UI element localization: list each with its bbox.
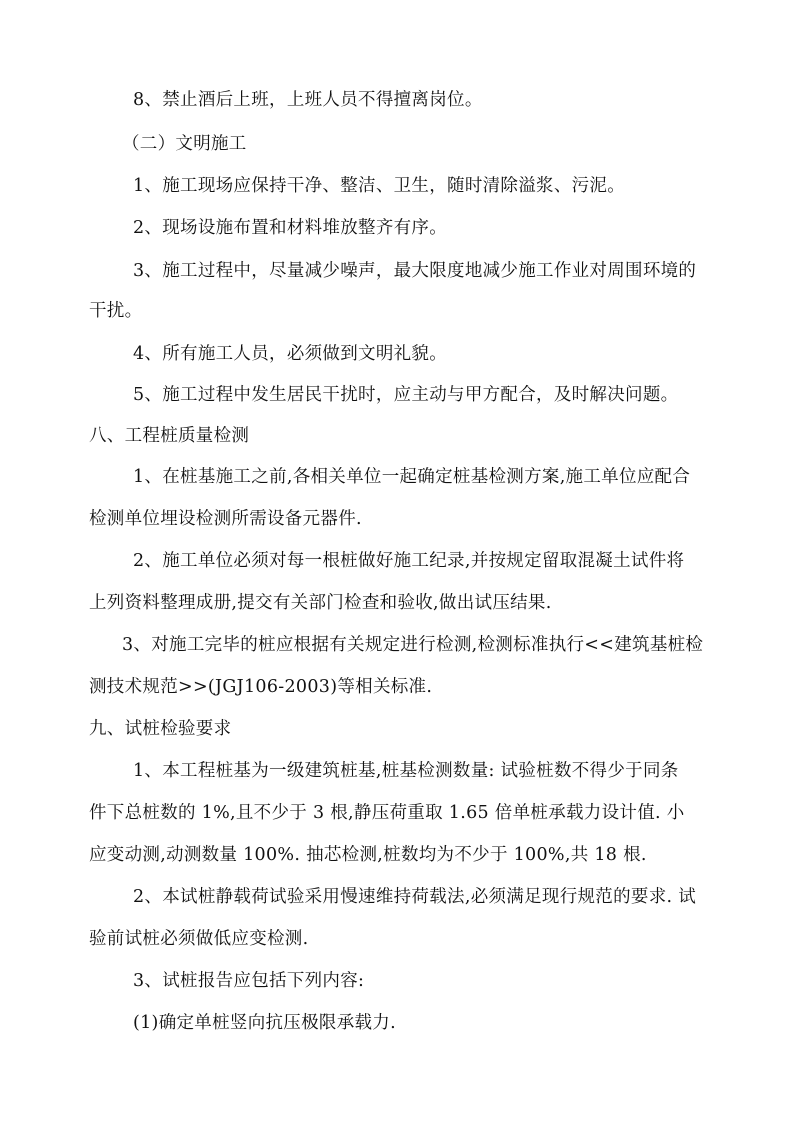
paragraph-civil-3-line-1: 3、施工过程中，尽量减少噪声，最大限度地减少施工作业对周围环境的 bbox=[133, 261, 697, 281]
paragraph-qc-1-line-1: 1、在桩基施工之前,各相关单位一起确定桩基检测方案,施工单位应配合 bbox=[133, 467, 691, 487]
section-heading-test-pile: 九、试桩检验要求 bbox=[89, 719, 232, 739]
paragraph-civil-2: 2、现场设施布置和材料堆放整齐有序。 bbox=[133, 218, 448, 238]
paragraph-test-1-line-2: 件下总桩数的 1%,且不少于 3 根,静压荷重取 1.65 倍单桩承载力设计值. 小 bbox=[89, 803, 685, 823]
section-heading-civilized-construction: （二）文明施工 bbox=[122, 134, 247, 154]
paragraph-test-1-line-3: 应变动测,动测数量 100%. 抽芯检测,桩数均为不少于 100%,共 18 根. bbox=[89, 845, 647, 865]
paragraph-item-8: 8、禁止酒后上班，上班人员不得擅离岗位。 bbox=[133, 90, 483, 110]
paragraph-qc-1-line-2: 检测单位埋设检测所需设备元器件. bbox=[89, 509, 362, 529]
paragraph-civil-3-line-2: 干扰。 bbox=[89, 301, 143, 321]
paragraph-test-1-line-1: 1、本工程桩基为一级建筑桩基,桩基检测数量: 试验桩数不得少于同条 bbox=[133, 761, 679, 781]
paragraph-test-2-line-1: 2、本试桩静载荷试验采用慢速维持荷载法,必须满足现行规范的要求. 试 bbox=[133, 887, 697, 907]
paragraph-qc-2-line-2: 上列资料整理成册,提交有关部门检查和验收,做出试压结果. bbox=[89, 593, 552, 613]
paragraph-civil-4: 4、所有施工人员，必须做到文明礼貌。 bbox=[133, 344, 448, 364]
paragraph-test-2-line-2: 验前试桩必须做低应变检测. bbox=[89, 929, 309, 949]
section-heading-pile-quality: 八、工程桩质量检测 bbox=[89, 426, 250, 446]
paragraph-qc-2-line-1: 2、施工单位必须对每一根桩做好施工纪录,并按规定留取混凝土试件将 bbox=[133, 551, 685, 571]
paragraph-civil-5: 5、施工过程中发生居民干扰时，应主动与甲方配合，及时解决问题。 bbox=[133, 385, 679, 405]
paragraph-civil-1: 1、施工现场应保持干净、整洁、卫生，随时清除溢浆、污泥。 bbox=[133, 176, 626, 196]
paragraph-qc-3-line-2: 测技术规范>>(JGJ106-2003)等相关标准. bbox=[89, 677, 433, 697]
paragraph-qc-3-line-1: 3、对施工完毕的桩应根据有关规定进行检测,检测标准执行<<建筑基桩检 bbox=[122, 635, 704, 655]
paragraph-test-3: 3、试桩报告应包括下列内容: bbox=[133, 971, 365, 991]
paragraph-test-3-item-1: (1)确定单桩竖向抗压极限承载力. bbox=[133, 1013, 396, 1033]
